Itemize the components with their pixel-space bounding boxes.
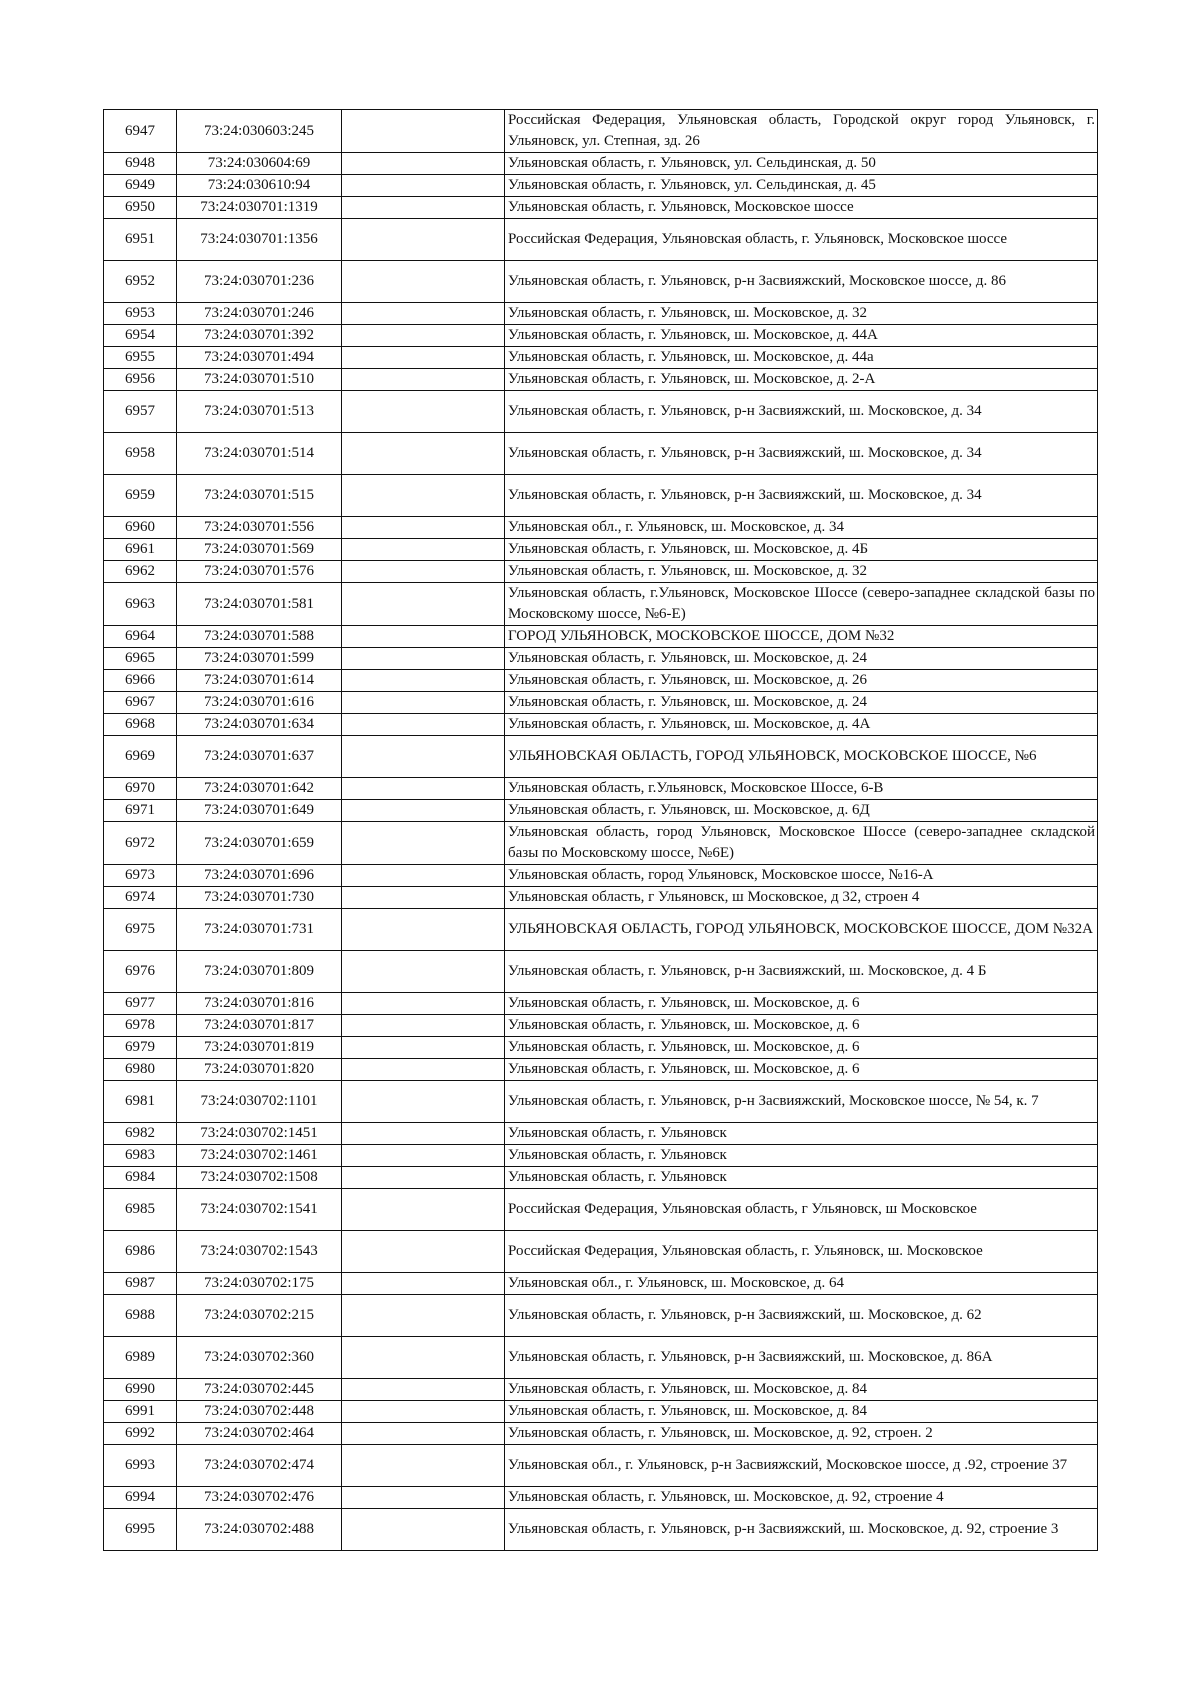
- cadastral-table-body: [104, 110, 1098, 1551]
- row-number: 6974: [104, 887, 177, 909]
- note-cell: [342, 1167, 505, 1189]
- cadastral-number: 73:24:030701:634: [177, 714, 342, 736]
- row-number: 6965: [104, 648, 177, 670]
- note-cell: [342, 1037, 505, 1059]
- row-number: 6948: [104, 153, 177, 175]
- table-row: [104, 865, 1098, 887]
- address-cell: Ульяновская область, г. Ульяновск: [505, 1145, 1098, 1167]
- table-row: [104, 517, 1098, 539]
- cadastral-number: 73:24:030702:175: [177, 1273, 342, 1295]
- table-row: [104, 325, 1098, 347]
- note-cell: [342, 909, 505, 951]
- address-cell: Ульяновская область, г. Ульяновск, р-н Засвияжский, ш. Московское, д. 4 Б: [505, 951, 1098, 993]
- row-number: 6984: [104, 1167, 177, 1189]
- row-number: 6953: [104, 303, 177, 325]
- row-number: 6957: [104, 391, 177, 433]
- table-row: [104, 778, 1098, 800]
- table-row: [104, 800, 1098, 822]
- row-number: 6971: [104, 800, 177, 822]
- address-cell: Ульяновская область, г. Ульяновск, ш. Московское, д. 32: [505, 303, 1098, 325]
- cadastral-number: 73:24:030701:642: [177, 778, 342, 800]
- address-cell: Ульяновская область, г. Ульяновск, ш. Московское, д. 92, строение 4: [505, 1487, 1098, 1509]
- note-cell: [342, 1487, 505, 1509]
- table-row: [104, 1337, 1098, 1379]
- address-cell: Ульяновская обл., г. Ульяновск, р-н Засвияжский, Московское шоссе, д .92, строение 37: [505, 1445, 1098, 1487]
- cadastral-number: 73:24:030702:360: [177, 1337, 342, 1379]
- cadastral-number: 73:24:030610:94: [177, 175, 342, 197]
- row-number: 6961: [104, 539, 177, 561]
- address-cell: Ульяновская область, г. Ульяновск, ул. Сельдинская, д. 50: [505, 153, 1098, 175]
- address-cell: Ульяновская область, г. Ульяновск, р-н Засвияжский, ш. Московское, д. 62: [505, 1295, 1098, 1337]
- row-number: 6992: [104, 1423, 177, 1445]
- row-number: 6947: [104, 110, 177, 153]
- address-cell: Ульяновская область, г. Ульяновск, ш. Московское, д. 6: [505, 1037, 1098, 1059]
- cadastral-number: 73:24:030603:245: [177, 110, 342, 153]
- row-number: 6960: [104, 517, 177, 539]
- row-number: 6972: [104, 822, 177, 865]
- note-cell: [342, 261, 505, 303]
- note-cell: [342, 153, 505, 175]
- table-row: [104, 909, 1098, 951]
- cadastral-number: 73:24:030702:476: [177, 1487, 342, 1509]
- cadastral-number: 73:24:030701:730: [177, 887, 342, 909]
- cadastral-number: 73:24:030702:1451: [177, 1123, 342, 1145]
- row-number: 6950: [104, 197, 177, 219]
- note-cell: [342, 539, 505, 561]
- cadastral-number: 73:24:030701:246: [177, 303, 342, 325]
- row-number: 6988: [104, 1295, 177, 1337]
- row-number: 6969: [104, 736, 177, 778]
- address-cell: Ульяновская область, г. Ульяновск: [505, 1167, 1098, 1189]
- table-row: [104, 1037, 1098, 1059]
- cadastral-number: 73:24:030702:1541: [177, 1189, 342, 1231]
- cadastral-number: 73:24:030701:510: [177, 369, 342, 391]
- table-row: [104, 1081, 1098, 1123]
- table-row: [104, 1059, 1098, 1081]
- note-cell: [342, 1401, 505, 1423]
- note-cell: [342, 822, 505, 865]
- note-cell: [342, 1273, 505, 1295]
- address-cell: Ульяновская обл., г. Ульяновск, ш. Московское, д. 64: [505, 1273, 1098, 1295]
- cadastral-number: 73:24:030701:236: [177, 261, 342, 303]
- address-cell: Ульяновская область, г. Ульяновск, р-н Засвияжский, ш. Московское, д. 34: [505, 391, 1098, 433]
- table-row: [104, 369, 1098, 391]
- row-number: 6958: [104, 433, 177, 475]
- address-cell: Ульяновская область, г. Ульяновск, ш. Московское, д. 32: [505, 561, 1098, 583]
- cadastral-number: 73:24:030701:820: [177, 1059, 342, 1081]
- note-cell: [342, 175, 505, 197]
- address-cell: Ульяновская область, г. Ульяновск, ш. Московское, д. 26: [505, 670, 1098, 692]
- note-cell: [342, 887, 505, 909]
- cadastral-number: 73:24:030604:69: [177, 153, 342, 175]
- note-cell: [342, 736, 505, 778]
- cadastral-number: 73:24:030701:649: [177, 800, 342, 822]
- note-cell: [342, 1189, 505, 1231]
- table-row: [104, 303, 1098, 325]
- cadastral-number: 73:24:030702:1461: [177, 1145, 342, 1167]
- note-cell: [342, 1423, 505, 1445]
- table-row: [104, 993, 1098, 1015]
- address-cell: Ульяновская область, г. Ульяновск, ш. Московское, д. 4Б: [505, 539, 1098, 561]
- note-cell: [342, 1379, 505, 1401]
- table-row: [104, 1015, 1098, 1037]
- cadastral-number: 73:24:030702:448: [177, 1401, 342, 1423]
- note-cell: [342, 692, 505, 714]
- note-cell: [342, 993, 505, 1015]
- address-cell: Российская Федерация, Ульяновская область, г. Ульяновск, Московское шоссе: [505, 219, 1098, 261]
- table-row: [104, 822, 1098, 865]
- cadastral-number: 73:24:030701:494: [177, 347, 342, 369]
- address-cell: Ульяновская область, г. Ульяновск, ш. Московское, д. 24: [505, 648, 1098, 670]
- address-cell: Ульяновская область, г. Ульяновск, р-н Засвияжский, ш. Московское, д. 86А: [505, 1337, 1098, 1379]
- table-row: [104, 391, 1098, 433]
- row-number: 6976: [104, 951, 177, 993]
- note-cell: [342, 670, 505, 692]
- note-cell: [342, 1295, 505, 1337]
- note-cell: [342, 347, 505, 369]
- table-row: [104, 626, 1098, 648]
- note-cell: [342, 583, 505, 626]
- note-cell: [342, 714, 505, 736]
- address-cell: Ульяновская область, г. Ульяновск, ш. Московское, д. 84: [505, 1379, 1098, 1401]
- table-row: [104, 736, 1098, 778]
- address-cell: Ульяновская область, г. Ульяновск, р-н Засвияжский, ш. Московское, д. 92, строение 3: [505, 1509, 1098, 1551]
- note-cell: [342, 1509, 505, 1551]
- note-cell: [342, 1123, 505, 1145]
- table-row: [104, 1509, 1098, 1551]
- cadastral-number: 73:24:030701:392: [177, 325, 342, 347]
- table-row: [104, 1123, 1098, 1145]
- row-number: 6993: [104, 1445, 177, 1487]
- address-cell: Российская Федерация, Ульяновская область, г. Ульяновск, ш. Московское: [505, 1231, 1098, 1273]
- row-number: 6968: [104, 714, 177, 736]
- address-cell: ГОРОД УЛЬЯНОВСК, МОСКОВСКОЕ ШОССЕ, ДОМ №32: [505, 626, 1098, 648]
- table-row: [104, 670, 1098, 692]
- address-cell: Ульяновская область, г. Ульяновск, Московское шоссе: [505, 197, 1098, 219]
- cadastral-number: 73:24:030702:445: [177, 1379, 342, 1401]
- table-row: [104, 887, 1098, 909]
- row-number: 6987: [104, 1273, 177, 1295]
- table-row: [104, 433, 1098, 475]
- address-cell: Ульяновская область, г. Ульяновск, ш. Московское, д. 92, строен. 2: [505, 1423, 1098, 1445]
- address-cell: Ульяновская область, г. Ульяновск, р-н Засвияжский, ш. Московское, д. 34: [505, 433, 1098, 475]
- address-cell: Ульяновская область, г. Ульяновск, ш. Московское, д. 24: [505, 692, 1098, 714]
- cadastral-number: 73:24:030701:816: [177, 993, 342, 1015]
- address-cell: УЛЬЯНОВСКАЯ ОБЛАСТЬ, ГОРОД УЛЬЯНОВСК, МОСКОВСКОЕ ШОССЕ, №6: [505, 736, 1098, 778]
- cadastral-number: 73:24:030701:581: [177, 583, 342, 626]
- table-row: [104, 951, 1098, 993]
- note-cell: [342, 626, 505, 648]
- table-row: [104, 475, 1098, 517]
- row-number: 6983: [104, 1145, 177, 1167]
- cadastral-number: 73:24:030701:556: [177, 517, 342, 539]
- address-cell: Ульяновская область, г. Ульяновск, ш. Московское, д. 2-А: [505, 369, 1098, 391]
- cadastral-number: 73:24:030702:488: [177, 1509, 342, 1551]
- row-number: 6979: [104, 1037, 177, 1059]
- address-cell: Ульяновская область, г. Ульяновск, ш. Московское, д. 6: [505, 1059, 1098, 1081]
- address-cell: Ульяновская область, г. Ульяновск, ш. Московское, д. 6: [505, 1015, 1098, 1037]
- table-row: [104, 1145, 1098, 1167]
- row-number: 6985: [104, 1189, 177, 1231]
- table-row: [104, 175, 1098, 197]
- table-row: [104, 1445, 1098, 1487]
- table-row: [104, 714, 1098, 736]
- table-row: [104, 1167, 1098, 1189]
- table-row: [104, 1423, 1098, 1445]
- row-number: 6982: [104, 1123, 177, 1145]
- cadastral-number: 73:24:030702:474: [177, 1445, 342, 1487]
- note-cell: [342, 561, 505, 583]
- address-cell: Ульяновская область, г. Ульяновск, ш. Московское, д. 4А: [505, 714, 1098, 736]
- cadastral-number: 73:24:030701:819: [177, 1037, 342, 1059]
- address-cell: Ульяновская область, г. Ульяновск, ул. Сельдинская, д. 45: [505, 175, 1098, 197]
- cadastral-number: 73:24:030701:817: [177, 1015, 342, 1037]
- cadastral-number: 73:24:030701:696: [177, 865, 342, 887]
- row-number: 6995: [104, 1509, 177, 1551]
- cadastral-number: 73:24:030701:515: [177, 475, 342, 517]
- address-cell: Ульяновская область, г. Ульяновск, р-н Засвияжский, Московское шоссе, д. 86: [505, 261, 1098, 303]
- note-cell: [342, 800, 505, 822]
- cadastral-number: 73:24:030702:1508: [177, 1167, 342, 1189]
- address-cell: Ульяновская область, город Ульяновск, Московское шоссе, №16-А: [505, 865, 1098, 887]
- table-row: [104, 692, 1098, 714]
- table-row: [104, 1295, 1098, 1337]
- cadastral-number: 73:24:030702:1543: [177, 1231, 342, 1273]
- cadastral-number: 73:24:030701:588: [177, 626, 342, 648]
- note-cell: [342, 778, 505, 800]
- cadastral-number: 73:24:030702:464: [177, 1423, 342, 1445]
- note-cell: [342, 197, 505, 219]
- address-cell: Ульяновская область, г Ульяновск, ш Московское, д 32, строен 4: [505, 887, 1098, 909]
- note-cell: [342, 391, 505, 433]
- address-cell: Ульяновская область, г. Ульяновск: [505, 1123, 1098, 1145]
- row-number: 6986: [104, 1231, 177, 1273]
- note-cell: [342, 1081, 505, 1123]
- table-row: [104, 1487, 1098, 1509]
- cadastral-number: 73:24:030701:637: [177, 736, 342, 778]
- cadastral-number: 73:24:030701:1319: [177, 197, 342, 219]
- cadastral-number: 73:24:030701:514: [177, 433, 342, 475]
- note-cell: [342, 951, 505, 993]
- cadastral-number: 73:24:030702:1101: [177, 1081, 342, 1123]
- note-cell: [342, 219, 505, 261]
- row-number: 6970: [104, 778, 177, 800]
- address-cell: Российская Федерация, Ульяновская область, Городской округ город Ульяновск, г. Ульяновск, ул. Степная, зд. 26: [505, 110, 1098, 153]
- note-cell: [342, 1337, 505, 1379]
- note-cell: [342, 1145, 505, 1167]
- table-row: [104, 583, 1098, 626]
- table-row: [104, 561, 1098, 583]
- table-row: [104, 197, 1098, 219]
- table-row: [104, 347, 1098, 369]
- note-cell: [342, 325, 505, 347]
- table-row: [104, 1231, 1098, 1273]
- note-cell: [342, 648, 505, 670]
- row-number: 6991: [104, 1401, 177, 1423]
- address-cell: Ульяновская область, г.Ульяновск, Московское Шоссе (северо-западнее складской базы по Московскому шоссе, №6-Е): [505, 583, 1098, 626]
- address-cell: Ульяновская область, город Ульяновск, Московское Шоссе (северо-западнее складской базы по Московскому шоссе, №6Е): [505, 822, 1098, 865]
- row-number: 6955: [104, 347, 177, 369]
- cadastral-number: 73:24:030701:614: [177, 670, 342, 692]
- row-number: 6980: [104, 1059, 177, 1081]
- cadastral-number: 73:24:030701:599: [177, 648, 342, 670]
- table-row: [104, 1273, 1098, 1295]
- row-number: 6963: [104, 583, 177, 626]
- row-number: 6952: [104, 261, 177, 303]
- cadastral-number: 73:24:030702:215: [177, 1295, 342, 1337]
- note-cell: [342, 433, 505, 475]
- row-number: 6989: [104, 1337, 177, 1379]
- table-row: [104, 1401, 1098, 1423]
- row-number: 6959: [104, 475, 177, 517]
- cadastral-number: 73:24:030701:513: [177, 391, 342, 433]
- address-cell: Ульяновская область, г. Ульяновск, ш. Московское, д. 6Д: [505, 800, 1098, 822]
- row-number: 6954: [104, 325, 177, 347]
- cadastral-number: 73:24:030701:809: [177, 951, 342, 993]
- row-number: 6975: [104, 909, 177, 951]
- address-cell: УЛЬЯНОВСКАЯ ОБЛАСТЬ, ГОРОД УЛЬЯНОВСК, МОСКОВСКОЕ ШОССЕ, ДОМ №32А: [505, 909, 1098, 951]
- table-row: [104, 648, 1098, 670]
- address-cell: Ульяновская обл., г. Ульяновск, ш. Московское, д. 34: [505, 517, 1098, 539]
- note-cell: [342, 1059, 505, 1081]
- row-number: 6964: [104, 626, 177, 648]
- address-cell: Ульяновская область, г. Ульяновск, ш. Московское, д. 44А: [505, 325, 1098, 347]
- address-cell: Ульяновская область, г. Ульяновск, р-н Засвияжский, Московское шоссе, № 54, к. 7: [505, 1081, 1098, 1123]
- note-cell: [342, 110, 505, 153]
- cadastral-number: 73:24:030701:659: [177, 822, 342, 865]
- table-row: [104, 219, 1098, 261]
- cadastral-number: 73:24:030701:731: [177, 909, 342, 951]
- row-number: 6967: [104, 692, 177, 714]
- row-number: 6966: [104, 670, 177, 692]
- address-cell: Ульяновская область, г.Ульяновск, Московское Шоссе, 6-В: [505, 778, 1098, 800]
- row-number: 6951: [104, 219, 177, 261]
- note-cell: [342, 303, 505, 325]
- cadastral-number: 73:24:030701:616: [177, 692, 342, 714]
- note-cell: [342, 1231, 505, 1273]
- note-cell: [342, 369, 505, 391]
- cadastral-number: 73:24:030701:1356: [177, 219, 342, 261]
- row-number: 6990: [104, 1379, 177, 1401]
- table-row: [104, 261, 1098, 303]
- row-number: 6994: [104, 1487, 177, 1509]
- address-cell: Ульяновская область, г. Ульяновск, ш. Московское, д. 44а: [505, 347, 1098, 369]
- address-cell: Ульяновская область, г. Ульяновск, ш. Московское, д. 84: [505, 1401, 1098, 1423]
- address-cell: Ульяновская область, г. Ульяновск, ш. Московское, д. 6: [505, 993, 1098, 1015]
- row-number: 6956: [104, 369, 177, 391]
- cadastral-number: 73:24:030701:576: [177, 561, 342, 583]
- note-cell: [342, 1445, 505, 1487]
- row-number: 6973: [104, 865, 177, 887]
- row-number: 6949: [104, 175, 177, 197]
- note-cell: [342, 517, 505, 539]
- row-number: 6981: [104, 1081, 177, 1123]
- row-number: 6962: [104, 561, 177, 583]
- table-row: [104, 153, 1098, 175]
- row-number: 6978: [104, 1015, 177, 1037]
- note-cell: [342, 1015, 505, 1037]
- table-row: [104, 1379, 1098, 1401]
- cadastral-number: 73:24:030701:569: [177, 539, 342, 561]
- cadastral-table: [103, 109, 1098, 1551]
- address-cell: Российская Федерация, Ульяновская область, г Ульяновск, ш Московское: [505, 1189, 1098, 1231]
- row-number: 6977: [104, 993, 177, 1015]
- address-cell: Ульяновская область, г. Ульяновск, р-н Засвияжский, ш. Московское, д. 34: [505, 475, 1098, 517]
- table-row: [104, 110, 1098, 153]
- table-row: [104, 539, 1098, 561]
- note-cell: [342, 865, 505, 887]
- note-cell: [342, 475, 505, 517]
- table-row: [104, 1189, 1098, 1231]
